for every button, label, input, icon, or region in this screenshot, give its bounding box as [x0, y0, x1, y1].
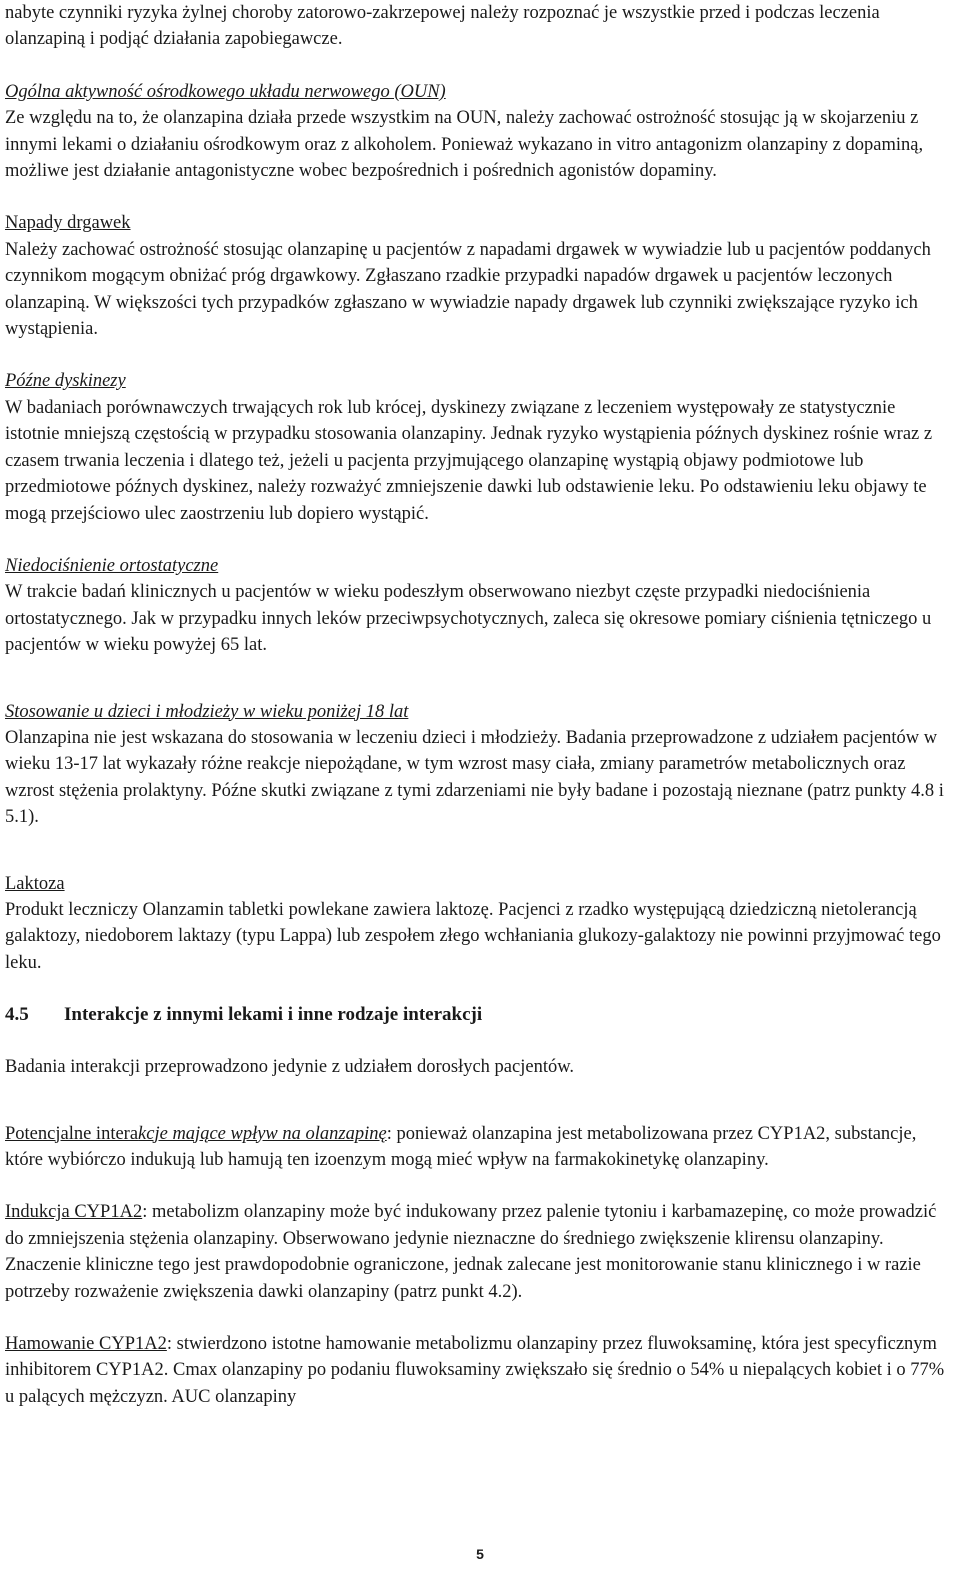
document-page: [5, 0, 951, 1410]
section-title-text: Interakcje z innymi lekami i inne rodzaje interakcji: [64, 1004, 483, 1026]
page-number: 5: [476, 1546, 484, 1562]
section-number: 4.5: [5, 1004, 29, 1026]
potential-interactions-head-b: kcje mające wpływ na olanzapinę: [138, 1123, 387, 1144]
heading-seizures: Napady drgawek: [5, 213, 131, 234]
paragraph-dyskinesia: W badaniach porównawczych trwających rok lub krócej, dyskinezy związane z leczeniem występowały ze statystycznie istotnie mniejszą częstością w przypadku stosowania olanzapiny. Jednak ryzyko wystąpienia późnych dyskinez rośnie wraz z czasem trwania leczenia i dlatego też, jeżeli u pacjenta przyjmującego olanzapinę wystąpią objawy podmiotowe lub przedmiotowe późnych dyskinez, należy rozważyć zmniejszenie dawki lub odstawienie leku. Po odstawieniu leku objawy te mogą przejściowo ulec zaostrzeniu lub dopiero wystąpić.: [5, 397, 933, 524]
intro-paragraph: nabyte czynniki ryzyka żylnej choroby zatorowo-zakrzepowej należy rozpoznać je wszystkie przed i podczas leczenia olanzapiną i podjąć działania zapobiegawcze.: [5, 3, 880, 50]
heading-hypotension: Niedociśnienie ortostatyczne: [5, 555, 219, 576]
paragraph-seizures: Należy zachować ostrożność stosując olanzapinę u pacjentów z napadami drgawek w wywiadzie lub u pacjentów poddanych czynnikom mogącym obniżać próg drgawkowy. Zgłaszano rzadkie przypadki napadów drgawek u pacjentów leczonych olanzapiną. W większości tych przypadków zgłaszano w wywiadzie napady drgawek lub czynniki zwiększające ryzyko ich wystąpienia.: [5, 239, 931, 340]
paragraph-cyp1a2-inhibition: [5, 1331, 951, 1410]
section-4-5: [5, 1002, 951, 1410]
section-title-4-5: [5, 1002, 951, 1028]
paragraph-pediatric: Olanzapina nie jest wskazana do stosowania w leczeniu dzieci i młodzieży. Badania przeprowadzone z udziałem pacjentów w wieku 13-17 lat wykazały różne reakcje niepożądane, w tym wzrost masy ciała, zmiany parametrów metabolicznych oraz wzrost stężenia prolaktyny. Późne skutki związane z tymi zdarzeniami nie były badane i pozostają nieznane (patrz punkty 4.8 i 5.1).: [5, 727, 944, 828]
section-oun: [5, 79, 951, 185]
cyp1a2-inhibition-text: : stwierdzono istotne hamowanie metabolizmu olanzapiny przez fluwoksaminę, która jest specyficznym inhibitorem CYP1A2. Cmax olanzapiny po podaniu fluwoksaminy zwiększało się średnio o 54% u niepalących kobiet i o 77% u palących mężczyzn. AUC olanzapiny: [5, 1334, 945, 1407]
paragraph-lactose: Produkt leczniczy Olanzamin tabletki powlekane zawiera laktozę. Pacjenci z rzadko występującą dziedziczną nietolerancją galaktozy, niedoborem laktazy (typu Lappa) lub zespołem złego wchłaniania glukozy-galaktozy nie powinni przyjmować tego leku.: [5, 899, 941, 973]
paragraph-cyp1a2-induction: [5, 1199, 951, 1305]
cyp1a2-inhibition-head: Hamowanie CYP1A2: [5, 1334, 167, 1355]
paragraph-oun: Ze względu na to, że olanzapina działa przede wszystkim na OUN, należy zachować ostrożność stosując ją w skojarzeniu z innymi lekami o działaniu ośrodkowym oraz z alkoholem. Ponieważ wykazano in vitro antagonizm olanzapiny z dopaminą, możliwe jest działanie antagonistyczne wobec bezpośrednich i pośrednich agonistów dopaminy.: [5, 108, 924, 182]
section-hypotension: [5, 553, 951, 659]
heading-dyskinesia: Późne dyskinezy: [5, 371, 126, 392]
paragraph-potential-interactions: [5, 1121, 951, 1174]
section-dyskinesia: [5, 368, 951, 526]
cyp1a2-induction-text: : metabolizm olanzapiny może być indukowany przez palenie tytoniu i karbamazepinę, co może prowadzić do zmniejszenia stężenia olanzapiny. Obserwowano jedynie nieznaczne do średniego zwiększenie klirensu olanzapiny. Znaczenie kliniczne tego jest prawdopodobnie ograniczone, jednak zalecane jest monitorowanie stanu klinicznego i w razie potrzeby rozważenie zwiększenia dawki olanzapiny (patrz punkt 4.2).: [5, 1202, 937, 1302]
interactions-intro: Badania interakcji przeprowadzono jedynie z udziałem dorosłych pacjentów.: [5, 1057, 574, 1078]
heading-pediatric: Stosowanie u dzieci i młodzieży w wieku poniżej 18 lat: [5, 701, 409, 722]
heading-oun: Ogólna aktywność ośrodkowego układu nerwowego (OUN): [5, 81, 446, 102]
potential-interactions-text: : ponieważ olanzapina jest metabolizowana przez CYP1A2, substancje, które wybiórczo indukują lub hamują ten izoenzym mogą mieć wpływ na farmakokinetykę olanzapiny.: [5, 1123, 917, 1170]
paragraph-hypotension: W trakcie badań klinicznych u pacjentów w wieku podeszłym obserwowano niezbyt częste przypadki niedociśnienia ortostatycznego. Jak w przypadku innych leków przeciwpsychotycznych, zaleca się okresowe pomiary ciśnienia tętniczego u pacjentów w wieku powyżej 65 lat.: [5, 582, 932, 656]
heading-lactose: Laktoza: [5, 873, 65, 894]
section-lactose: [5, 871, 951, 977]
cyp1a2-induction-head: Indukcja CYP1A2: [5, 1202, 143, 1223]
section-seizures: [5, 210, 951, 342]
section-pediatric: [5, 699, 951, 831]
potential-interactions-head-a: Potencjalne intera: [5, 1123, 139, 1144]
